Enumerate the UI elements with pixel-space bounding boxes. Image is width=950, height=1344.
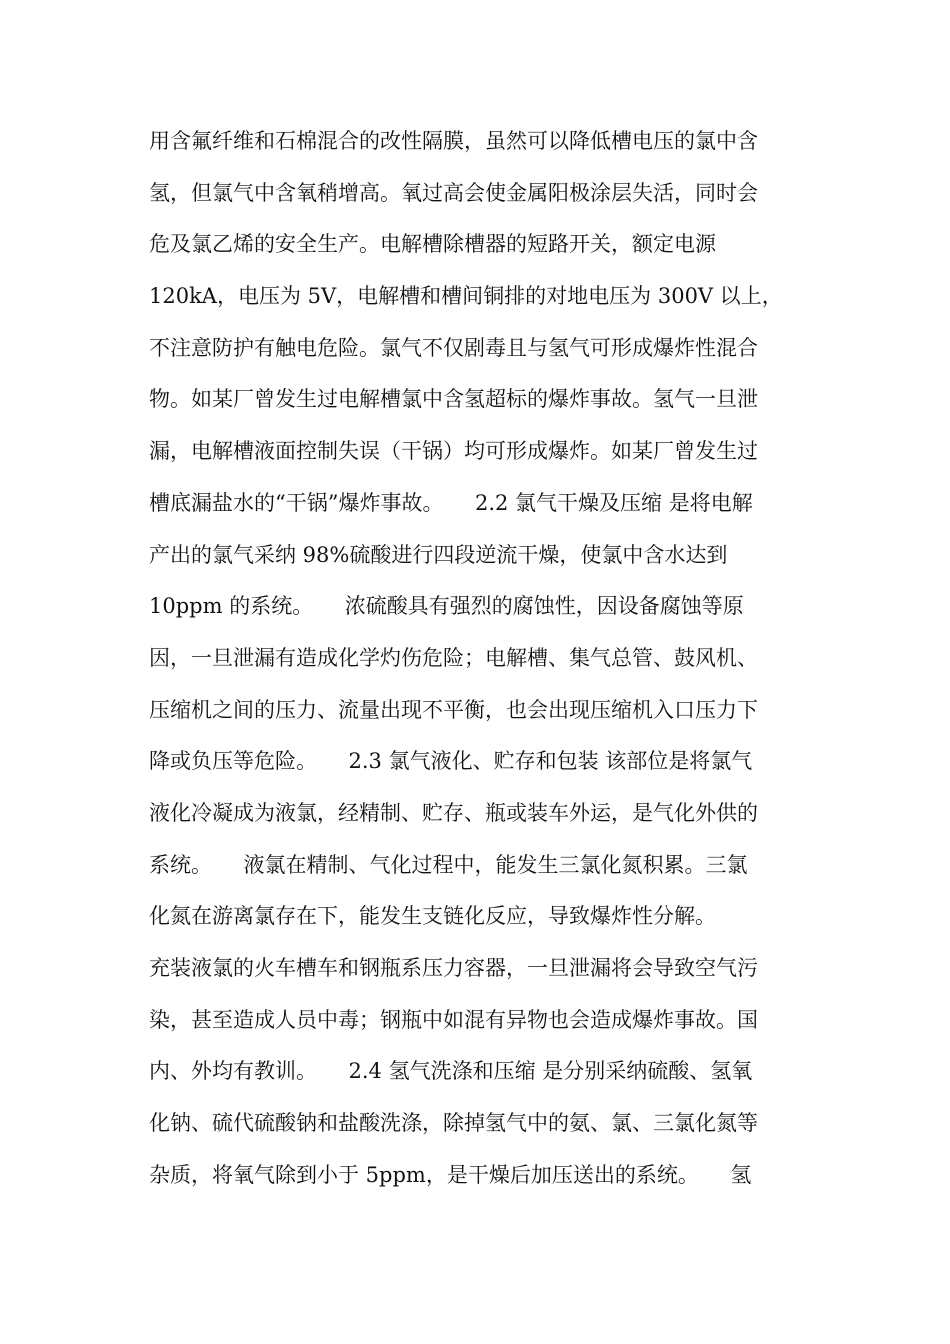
text-line: 充装液氯的火车槽车和钢瓶系压力容器，一旦泄漏将会导致空气污	[149, 956, 758, 980]
text-line: 用含氟纤维和石棉混合的改性隔膜，虽然可以降低槽电压的氯中含	[149, 129, 758, 153]
text-line: 产出的氯气采纳 98%硫酸进行四段逆流干燥，使氯中含水达到	[149, 542, 728, 567]
text-line: 不注意防护有触电危险。氯气不仅剧毒且与氢气可形成爆炸性混合	[149, 335, 758, 360]
text-line: 染，甚至造成人员中毒；钢瓶中如混有异物也会造成爆炸事故。国	[149, 1007, 758, 1032]
text-line: 物。如某厂曾发生过电解槽氯中含氢超标的爆炸事故。氢气一旦泄	[149, 387, 758, 412]
text-line: 120kA，电压为 5V，电解槽和槽间铜排的对地电压为 300V 以上，	[149, 284, 783, 309]
text-line: 危及氯乙烯的安全生产。电解槽除槽器的短路开关，额定电源	[149, 232, 716, 257]
text-line: 压缩机之间的压力、流量出现不平衡，也会出现压缩机入口压力下	[149, 697, 758, 722]
text-line: 化钠、硫代硫酸钠和盐酸洗涤，除掉氢气中的氨、氯、三氯化氮等	[149, 1111, 758, 1136]
text-line: 液化冷凝成为液氯，经精制、贮存、瓶或装车外运，是气化外供的	[149, 800, 758, 825]
text-line: 漏，电解槽液面控制失误（干锅）均可形成爆炸。如某厂曾发生过	[149, 439, 758, 464]
text-line: 化氮在游离氯存在下，能发生支链化反应，导致爆炸性分解。	[149, 904, 716, 929]
body-text	[149, 116, 809, 1201]
text-line: 内、外均有教训。 2.4 氢气洗涤和压缩 是分别采纳硫酸、氢氧	[149, 1059, 753, 1084]
text-line: 杂质，将氧气除到小于 5ppm，是干燥后加压送出的系统。 氢	[149, 1162, 752, 1187]
text-line: 槽底漏盐水的“干锅”爆炸事故。 2.2 氯气干燥及压缩 是将电解	[149, 490, 753, 515]
text-line: 系统。 液氯在精制、气化过程中，能发生三氯化氮积累。三氯	[149, 852, 748, 877]
text-line: 氢，但氯气中含氧稍增高。氧过高会使金属阳极涂层失活，同时会	[149, 180, 758, 205]
text-line: 因，一旦泄漏有造成化学灼伤危险；电解槽、集气总管、鼓风机、	[149, 645, 758, 670]
text-line: 降或负压等危险。 2.3 氯气液化、贮存和包装 该部位是将氯气	[149, 749, 753, 774]
text-line: 10ppm 的系统。 浓硫酸具有强烈的腐蚀性，因设备腐蚀等原	[149, 594, 744, 619]
